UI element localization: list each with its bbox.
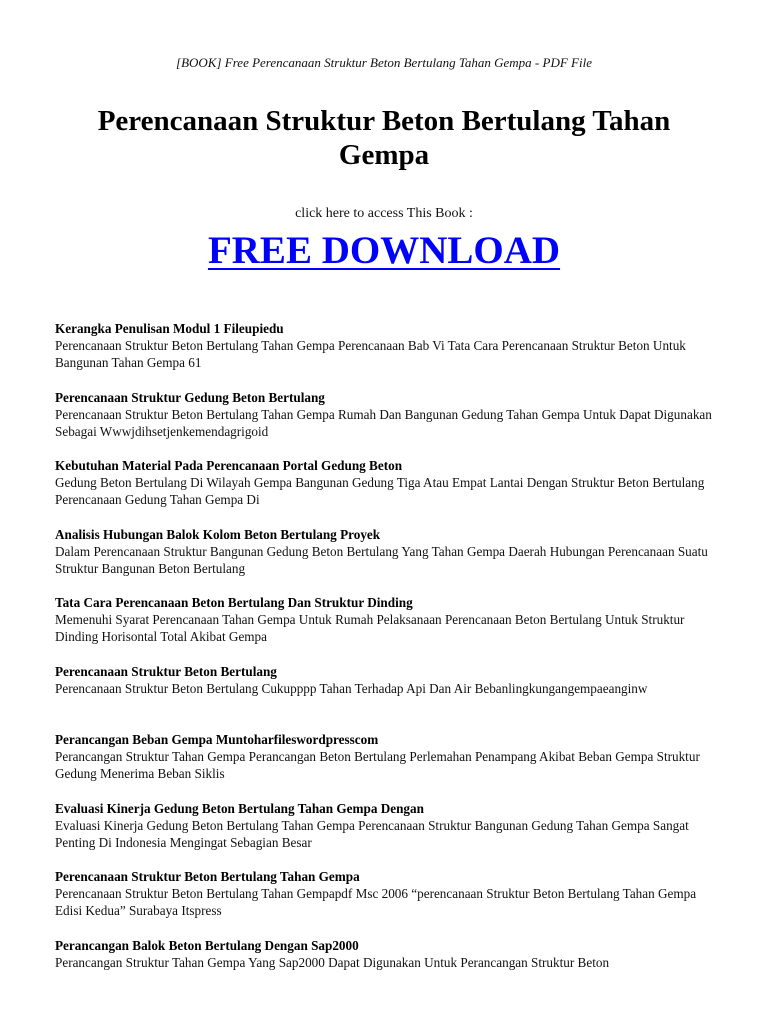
entry-title: Kerangka Penulisan Modul 1 Fileupiedu [55, 321, 284, 336]
entry-description: Evaluasi Kinerja Gedung Beton Bertulang Tahan Gempa Perencanaan Struktur Bangunan Gedung Tahan Gempa Sangat Penting Di Indonesia Mengingat Sebagian Besar [55, 817, 689, 850]
list-item [55, 731, 720, 800]
entry-title: Perencanaan Struktur Beton Bertulang [55, 663, 277, 679]
list-item [55, 457, 720, 526]
entry-description: Perancangan Struktur Tahan Gempa Yang Sap2000 Dapat Digunakan Untuk Perancangan Struktur Beton [55, 954, 610, 970]
free-download-link[interactable]: FREE DOWNLOAD [207, 229, 561, 272]
list-item [55, 389, 720, 458]
access-prompt: click here to access This Book : [295, 206, 473, 221]
list-item [55, 663, 720, 732]
entry-title: Perencanaan Struktur Beton Bertulang Tahan Gempa [55, 869, 360, 884]
list-item [55, 320, 720, 389]
entry-description: Perencanaan Struktur Beton Bertulang Cukupppp Tahan Terhadap Api Dan Air Bebanlingkungangempaeanginw [55, 680, 648, 696]
entry-description: Perencanaan Struktur Beton Bertulang Tahan Gempa Perencanaan Bab Vi Tata Cara Perencanaan Struktur Beton Untuk Bangunan Tahan Gempa 61 [55, 338, 686, 370]
entry-title: Kebutuhan Material Pada Perencanaan Portal Gedung Beton [55, 458, 403, 473]
entry-title: Evaluasi Kinerja Gedung Beton Bertulang Tahan Gempa Dengan [55, 800, 424, 816]
entry-list [55, 320, 720, 1005]
entry-title: Perencanaan Struktur Gedung Beton Bertulang [55, 389, 325, 405]
entry-description: Memenuhi Syarat Perencanaan Tahan Gempa Untuk Rumah Pelaksanaan Perencanaan Beton Bertulang Untuk Struktur Dinding Horisontal Total Akibat Gempa [55, 612, 685, 644]
entry-description: Perencanaan Struktur Beton Bertulang Tahan Gempapdf Msc 2006 “perencanaan Struktur Beton Bertulang Tahan Gempa Edisi Kedua” Surabaya Itspress [55, 886, 697, 918]
list-item [55, 937, 720, 1006]
list-item [55, 526, 720, 595]
list-item [55, 594, 720, 663]
page-title: Perencanaan Struktur Beton Bertulang Tahan Gempa [97, 105, 671, 171]
entry-description: Perancangan Struktur Tahan Gempa Perancangan Beton Bertulang Perlemahan Penampang Akibat Beban Gempa Struktur Gedung Menerima Beban Siklis [55, 749, 700, 781]
list-item [55, 868, 720, 937]
entry-title: Perancangan Beban Gempa Muntoharfileswordpresscom [55, 732, 379, 747]
entry-description: Dalam Perencanaan Struktur Bangunan Gedung Beton Bertulang Yang Tahan Gempa Daerah Hubungan Perencanaan Suatu Struktur Bangunan Beton Bertulang [55, 543, 708, 576]
entry-description: Perencanaan Struktur Beton Bertulang Tahan Gempa Rumah Dan Bangunan Gedung Tahan Gempa Untuk Dapat Digunakan Sebagai Wwwjdihsetjenkemendagrigoid [55, 406, 712, 439]
entry-description: Gedung Beton Bertulang Di Wilayah Gempa Bangunan Gedung Tiga Atau Empat Lantai Dengan Struktur Beton Bertulang Perencanaan Gedung Tahan Gempa Di [55, 475, 705, 507]
entry-title: Analisis Hubungan Balok Kolom Beton Bertulang Proyek [55, 526, 381, 542]
entry-title: Perancangan Balok Beton Bertulang Dengan Sap2000 [55, 937, 359, 953]
entry-title: Tata Cara Perencanaan Beton Bertulang Dan Struktur Dinding [55, 595, 413, 610]
page-header: [BOOK] Free Perencanaan Struktur Beton Bertulang Tahan Gempa - PDF File [176, 55, 592, 70]
list-item [55, 800, 720, 869]
